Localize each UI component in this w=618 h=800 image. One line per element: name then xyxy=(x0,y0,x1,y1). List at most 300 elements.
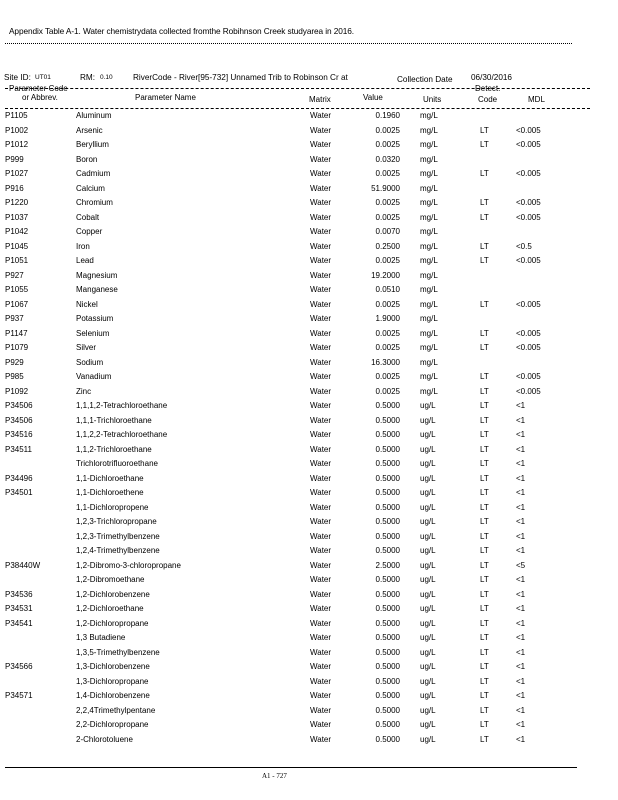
mdl-cell: <1 xyxy=(516,517,526,526)
param-name-cell: 2,2,4Trimethylpentane xyxy=(76,705,156,715)
detect-code-cell: LT xyxy=(480,691,489,700)
mdl-cell: <1 xyxy=(516,531,526,541)
mdl-cell: <1 xyxy=(516,415,526,425)
units-cell: ug/L xyxy=(420,401,436,410)
param-code-cell: P34516 xyxy=(5,430,33,439)
table-row xyxy=(0,282,618,297)
matrix-cell: Water xyxy=(310,647,332,657)
matrix-cell: Water xyxy=(310,299,332,309)
value-cell: 0.5000 xyxy=(375,618,400,628)
param-code-cell: P1012 xyxy=(5,140,29,149)
matrix-cell: Water xyxy=(310,256,332,265)
param-name-cell: Boron xyxy=(76,154,98,164)
param-code-cell: P34501 xyxy=(5,488,33,497)
param-code-cell: P927 xyxy=(5,270,24,280)
header-matrix: Matrix xyxy=(309,95,331,104)
param-name-cell: 1,1,1,2-Tetrachloroethane xyxy=(76,401,168,410)
matrix-cell: Water xyxy=(310,270,332,280)
param-code-cell: P1105 xyxy=(5,111,28,120)
mdl-cell: <0.5 xyxy=(516,241,532,251)
param-code-cell: P1002 xyxy=(5,125,29,135)
value-cell: 0.0025 xyxy=(375,198,400,207)
header-detect: Detect. xyxy=(475,84,501,93)
value-cell: 0.5000 xyxy=(375,430,400,439)
value-cell: 0.5000 xyxy=(375,502,400,512)
units-cell: ug/L xyxy=(420,531,436,541)
mdl-cell: <0.005 xyxy=(516,140,541,149)
table-row xyxy=(0,572,618,587)
param-code-cell: P1051 xyxy=(5,256,29,265)
detect-code-cell: LT xyxy=(480,343,489,352)
units-cell: ug/L xyxy=(420,430,436,439)
table-row xyxy=(0,166,618,181)
value-cell: 1.9000 xyxy=(375,314,400,323)
units-cell: mg/L xyxy=(420,169,438,178)
matrix-cell: Water xyxy=(310,241,332,251)
matrix-cell: Water xyxy=(310,517,332,526)
value-cell: 0.0025 xyxy=(375,125,400,135)
matrix-cell: Water xyxy=(310,575,332,584)
detect-code-cell: LT xyxy=(480,546,489,555)
value-cell: 0.0025 xyxy=(375,212,400,222)
mdl-cell: <1 xyxy=(516,633,526,642)
matrix-cell: Water xyxy=(310,502,332,512)
units-cell: ug/L xyxy=(420,734,436,744)
site-id-value: UT01 xyxy=(35,74,51,81)
units-cell: mg/L xyxy=(420,270,438,280)
units-cell: mg/L xyxy=(420,125,438,135)
param-name-cell: Selenium xyxy=(76,328,110,338)
detect-code-cell: LT xyxy=(480,734,489,744)
mdl-cell: <1 xyxy=(516,459,526,468)
units-cell: mg/L xyxy=(420,328,438,338)
collection-date-value: 06/30/2016 xyxy=(471,73,512,82)
param-code-cell: P1147 xyxy=(5,328,28,338)
param-name-cell: Vanadium xyxy=(76,372,112,381)
detect-code-cell: LT xyxy=(480,401,489,410)
mdl-cell: <1 xyxy=(516,589,526,599)
value-cell: 0.5000 xyxy=(375,589,400,599)
table-row xyxy=(0,543,618,558)
param-name-cell: 1,2-Dichloroethane xyxy=(76,604,144,613)
param-name-cell: 1,2,4-Trimethylbenzene xyxy=(76,546,160,555)
matrix-cell: Water xyxy=(310,633,332,642)
detect-code-cell: LT xyxy=(480,647,489,657)
param-code-cell: P1092 xyxy=(5,386,29,396)
param-name-cell: Lead xyxy=(76,256,94,265)
detect-code-cell: LT xyxy=(480,676,489,686)
matrix-cell: Water xyxy=(310,154,332,164)
units-cell: mg/L xyxy=(420,285,438,294)
matrix-cell: Water xyxy=(310,183,332,193)
param-code-cell: P38440W xyxy=(5,560,41,570)
mdl-cell: <0.005 xyxy=(516,198,541,207)
param-code-cell: P34566 xyxy=(5,662,33,671)
table-row xyxy=(0,471,618,486)
units-cell: mg/L xyxy=(420,372,438,381)
param-code-cell: P1220 xyxy=(5,198,29,207)
mdl-cell: <1 xyxy=(516,473,526,483)
param-name-cell: 1,2,3-Trimethylbenzene xyxy=(76,531,160,541)
mdl-cell: <1 xyxy=(516,488,526,497)
matrix-cell: Water xyxy=(310,734,332,744)
value-cell: 0.5000 xyxy=(375,575,400,584)
value-cell: 0.5000 xyxy=(375,647,400,657)
value-cell: 0.5000 xyxy=(375,604,400,613)
value-cell: 0.0025 xyxy=(375,372,400,381)
value-cell: 0.5000 xyxy=(375,633,400,642)
matrix-cell: Water xyxy=(310,691,332,700)
table-row xyxy=(0,427,618,442)
mdl-cell: <0.005 xyxy=(516,343,541,352)
param-code-cell: P916 xyxy=(5,183,24,193)
matrix-cell: Water xyxy=(310,343,332,352)
value-cell: 2.5000 xyxy=(375,560,400,570)
mdl-cell: <1 xyxy=(516,662,526,671)
param-name-cell: 1,2-Dichloropropane xyxy=(76,618,149,628)
param-name-cell: 1,1,2-Trichloroethane xyxy=(76,444,152,454)
dotted-divider xyxy=(5,43,572,44)
units-cell: mg/L xyxy=(420,241,438,251)
mdl-cell: <1 xyxy=(516,444,526,454)
param-name-cell: Potassium xyxy=(76,314,114,323)
detect-code-cell: LT xyxy=(480,517,489,526)
matrix-cell: Water xyxy=(310,705,332,715)
param-name-cell: Cadmium xyxy=(76,169,111,178)
param-code-cell: P34531 xyxy=(5,604,33,613)
detect-code-cell: LT xyxy=(480,328,489,338)
value-cell: 0.5000 xyxy=(375,734,400,744)
table-row xyxy=(0,137,618,152)
rm-value: 0.10 xyxy=(100,74,113,81)
matrix-cell: Water xyxy=(310,662,332,671)
site-id-label: Site ID: xyxy=(4,73,31,82)
detect-code-cell: LT xyxy=(480,430,489,439)
table-row xyxy=(0,558,618,573)
header-mdl: MDL xyxy=(528,95,545,104)
matrix-cell: Water xyxy=(310,212,332,222)
param-code-cell: P1067 xyxy=(5,299,29,309)
detect-code-cell: LT xyxy=(480,372,489,381)
param-code-cell: P1079 xyxy=(5,343,29,352)
param-name-cell: 1,2-Dibromo-3-chloropropane xyxy=(76,560,181,570)
param-name-cell: Nickel xyxy=(76,299,98,309)
river-code: RiverCode - River[95-732] Unnamed Trib to Robinson Cr at xyxy=(133,73,348,82)
units-cell: ug/L xyxy=(420,618,436,628)
value-cell: 0.5000 xyxy=(375,720,400,729)
detect-code-cell: LT xyxy=(480,299,489,309)
collection-date-label: Collection Date xyxy=(397,75,453,84)
units-cell: ug/L xyxy=(420,444,436,454)
units-cell: ug/L xyxy=(420,575,436,584)
units-cell: mg/L xyxy=(420,154,438,164)
matrix-cell: Water xyxy=(310,430,332,439)
param-code-cell: P34541 xyxy=(5,618,33,628)
units-cell: ug/L xyxy=(420,473,436,483)
value-cell: 0.5000 xyxy=(375,517,400,526)
matrix-cell: Water xyxy=(310,488,332,497)
value-cell: 0.5000 xyxy=(375,444,400,454)
header-param-code: Parameter Code xyxy=(9,84,68,93)
detect-code-cell: LT xyxy=(480,140,489,149)
units-cell: ug/L xyxy=(420,691,436,700)
param-name-cell: Manganese xyxy=(76,285,118,294)
param-name-cell: 1,3-Dichlorobenzene xyxy=(76,662,150,671)
units-cell: mg/L xyxy=(420,256,438,265)
table-row xyxy=(0,514,618,529)
matrix-cell: Water xyxy=(310,328,332,338)
footer-rule xyxy=(5,767,577,768)
detect-code-cell: LT xyxy=(480,256,489,265)
param-code-cell: P34571 xyxy=(5,691,33,700)
table-row xyxy=(0,630,618,645)
param-code-cell: P1042 xyxy=(5,227,29,236)
mdl-cell: <1 xyxy=(516,575,526,584)
param-name-cell: Aluminum xyxy=(76,111,112,120)
value-cell: 0.0510 xyxy=(375,285,400,294)
detect-code-cell: LT xyxy=(480,633,489,642)
table-row xyxy=(0,413,618,428)
matrix-cell: Water xyxy=(310,372,332,381)
mdl-cell: <1 xyxy=(516,618,526,628)
matrix-cell: Water xyxy=(310,618,332,628)
detect-code-cell: LT xyxy=(480,415,489,425)
param-name-cell: Calcium xyxy=(76,183,105,193)
param-name-cell: 1,2-Dichlorobenzene xyxy=(76,589,150,599)
value-cell: 0.0320 xyxy=(375,154,400,164)
detect-code-cell: LT xyxy=(480,705,489,715)
page-number: A1 - 727 xyxy=(262,772,287,780)
value-cell: 0.5000 xyxy=(375,531,400,541)
mdl-cell: <0.005 xyxy=(516,372,541,381)
value-cell: 0.0070 xyxy=(375,227,400,236)
param-name-cell: 1,1-Dichloroethane xyxy=(76,473,144,483)
param-name-cell: Zinc xyxy=(76,386,92,396)
param-code-cell: P1027 xyxy=(5,169,29,178)
table-row xyxy=(0,674,618,689)
param-name-cell: 1,3,5-Trimethylbenzene xyxy=(76,647,160,657)
value-cell: 0.5000 xyxy=(375,705,400,715)
units-cell: ug/L xyxy=(420,589,436,599)
value-cell: 0.5000 xyxy=(375,546,400,555)
units-cell: ug/L xyxy=(420,517,436,526)
units-cell: ug/L xyxy=(420,647,436,657)
detect-code-cell: LT xyxy=(480,575,489,584)
header-detect-code: Code xyxy=(478,95,498,104)
matrix-cell: Water xyxy=(310,111,332,120)
table-row xyxy=(0,123,618,138)
table-row xyxy=(0,268,618,283)
matrix-cell: Water xyxy=(310,720,332,729)
param-name-cell: 1,1,2,2-Tetrachloroethane xyxy=(76,430,168,439)
header-value: Value xyxy=(363,93,383,102)
units-cell: ug/L xyxy=(420,676,436,686)
mdl-cell: <1 xyxy=(516,647,526,657)
param-name-cell: Beryllium xyxy=(76,140,109,149)
detect-code-cell: LT xyxy=(480,212,489,222)
units-cell: mg/L xyxy=(420,212,438,222)
value-cell: 0.5000 xyxy=(375,662,400,671)
units-cell: mg/L xyxy=(420,299,438,309)
table-row xyxy=(0,340,618,355)
param-code-cell: P34511 xyxy=(5,444,32,454)
detect-code-cell: LT xyxy=(480,444,489,454)
matrix-cell: Water xyxy=(310,444,332,454)
table-row xyxy=(0,485,618,500)
value-cell: 16.3000 xyxy=(371,357,400,367)
param-code-cell: P1045 xyxy=(5,241,29,251)
value-cell: 51.9000 xyxy=(371,183,400,193)
table-row xyxy=(0,311,618,326)
matrix-cell: Water xyxy=(310,473,332,483)
units-cell: ug/L xyxy=(420,488,436,497)
mdl-cell: <1 xyxy=(516,401,526,410)
table-row xyxy=(0,224,618,239)
value-cell: 0.5000 xyxy=(375,676,400,686)
detect-code-cell: LT xyxy=(480,531,489,541)
table-row xyxy=(0,688,618,703)
units-cell: ug/L xyxy=(420,720,436,729)
value-cell: 0.0025 xyxy=(375,328,400,338)
param-name-cell: Iron xyxy=(76,241,90,251)
value-cell: 0.1960 xyxy=(375,111,400,120)
param-code-cell: P34506 xyxy=(5,415,33,425)
units-cell: ug/L xyxy=(420,604,436,613)
matrix-cell: Water xyxy=(310,401,332,410)
units-cell: mg/L xyxy=(420,198,438,207)
mdl-cell: <1 xyxy=(516,430,526,439)
value-cell: 0.0025 xyxy=(375,299,400,309)
matrix-cell: Water xyxy=(310,546,332,555)
param-name-cell: 2,2-Dichloropropane xyxy=(76,720,149,729)
value-cell: 0.0025 xyxy=(375,169,400,178)
detect-code-cell: LT xyxy=(480,618,489,628)
table-row xyxy=(0,500,618,515)
units-cell: ug/L xyxy=(420,633,436,642)
detect-code-cell: LT xyxy=(480,125,489,135)
detect-code-cell: LT xyxy=(480,386,489,396)
table-row xyxy=(0,703,618,718)
table-row xyxy=(0,326,618,341)
detect-code-cell: LT xyxy=(480,473,489,483)
param-code-cell: P34536 xyxy=(5,589,33,599)
matrix-cell: Water xyxy=(310,169,332,178)
param-name-cell: Cobalt xyxy=(76,212,100,222)
table-row xyxy=(0,398,618,413)
table-row xyxy=(0,601,618,616)
value-cell: 0.2500 xyxy=(375,241,400,251)
units-cell: ug/L xyxy=(420,705,436,715)
header-param-abbrev: or Abbrev. xyxy=(22,93,58,102)
param-name-cell: 1,3 Butadiene xyxy=(76,633,126,642)
value-cell: 0.5000 xyxy=(375,459,400,468)
detect-code-cell: LT xyxy=(480,560,489,570)
matrix-cell: Water xyxy=(310,676,332,686)
units-cell: mg/L xyxy=(420,183,438,193)
value-cell: 0.0025 xyxy=(375,256,400,265)
header-units: Units xyxy=(423,95,442,104)
detect-code-cell: LT xyxy=(480,720,489,729)
detect-code-cell: LT xyxy=(480,604,489,613)
mdl-cell: <0.005 xyxy=(516,212,541,222)
matrix-cell: Water xyxy=(310,560,332,570)
table-body xyxy=(0,108,618,746)
value-cell: 0.5000 xyxy=(375,415,400,425)
table-row xyxy=(0,369,618,384)
table-row xyxy=(0,442,618,457)
matrix-cell: Water xyxy=(310,285,332,294)
detect-code-cell: LT xyxy=(480,662,489,671)
param-code-cell: P929 xyxy=(5,357,24,367)
units-cell: mg/L xyxy=(420,386,438,396)
mdl-cell: <0.005 xyxy=(516,299,541,309)
mdl-cell: <1 xyxy=(516,502,526,512)
param-name-cell: 1,4-Dichlorobenzene xyxy=(76,691,150,700)
matrix-cell: Water xyxy=(310,198,332,207)
table-row xyxy=(0,253,618,268)
param-code-cell: P985 xyxy=(5,372,24,381)
mdl-cell: <0.005 xyxy=(516,125,541,135)
mdl-cell: <1 xyxy=(516,546,526,555)
detect-code-cell: LT xyxy=(480,198,489,207)
param-code-cell: P34506 xyxy=(5,401,33,410)
matrix-cell: Water xyxy=(310,604,332,613)
table-row xyxy=(0,108,618,123)
table-row xyxy=(0,717,618,732)
value-cell: 0.0025 xyxy=(375,343,400,352)
mdl-cell: <1 xyxy=(516,676,526,686)
mdl-cell: <1 xyxy=(516,705,526,715)
param-name-cell: 2-Chlorotoluene xyxy=(76,734,133,744)
units-cell: mg/L xyxy=(420,111,438,120)
matrix-cell: Water xyxy=(310,357,332,367)
detect-code-cell: LT xyxy=(480,169,489,178)
table-row xyxy=(0,152,618,167)
param-code-cell: P999 xyxy=(5,154,24,164)
param-name-cell: Chromium xyxy=(76,198,113,207)
param-name-cell: 1,1-Dichloropropene xyxy=(76,502,149,512)
table-row xyxy=(0,529,618,544)
table-title: Appendix Table A-1. Water chemistrydata collected fromthe Robihnson Creek studyarea in 2016. xyxy=(9,26,354,36)
param-code-cell: P34496 xyxy=(5,473,33,483)
table-row xyxy=(0,297,618,312)
table-row xyxy=(0,456,618,471)
table-row xyxy=(0,239,618,254)
matrix-cell: Water xyxy=(310,386,332,396)
value-cell: 19.2000 xyxy=(371,270,400,280)
table-row xyxy=(0,587,618,602)
units-cell: ug/L xyxy=(420,560,436,570)
param-code-cell: P1037 xyxy=(5,212,29,222)
matrix-cell: Water xyxy=(310,459,332,468)
param-name-cell: Sodium xyxy=(76,357,104,367)
mdl-cell: <1 xyxy=(516,720,526,729)
matrix-cell: Water xyxy=(310,589,332,599)
units-cell: mg/L xyxy=(420,357,438,367)
mdl-cell: <1 xyxy=(516,691,526,700)
matrix-cell: Water xyxy=(310,314,332,323)
param-name-cell: Arsenic xyxy=(76,125,103,135)
param-name-cell: 1,2,3-Trichloropropane xyxy=(76,517,157,526)
param-name-cell: Silver xyxy=(76,343,97,352)
units-cell: ug/L xyxy=(420,459,436,468)
matrix-cell: Water xyxy=(310,140,332,149)
mdl-cell: <0.005 xyxy=(516,386,541,396)
param-name-cell: Magnesium xyxy=(76,270,118,280)
table-row xyxy=(0,210,618,225)
units-cell: ug/L xyxy=(420,502,436,512)
matrix-cell: Water xyxy=(310,415,332,425)
